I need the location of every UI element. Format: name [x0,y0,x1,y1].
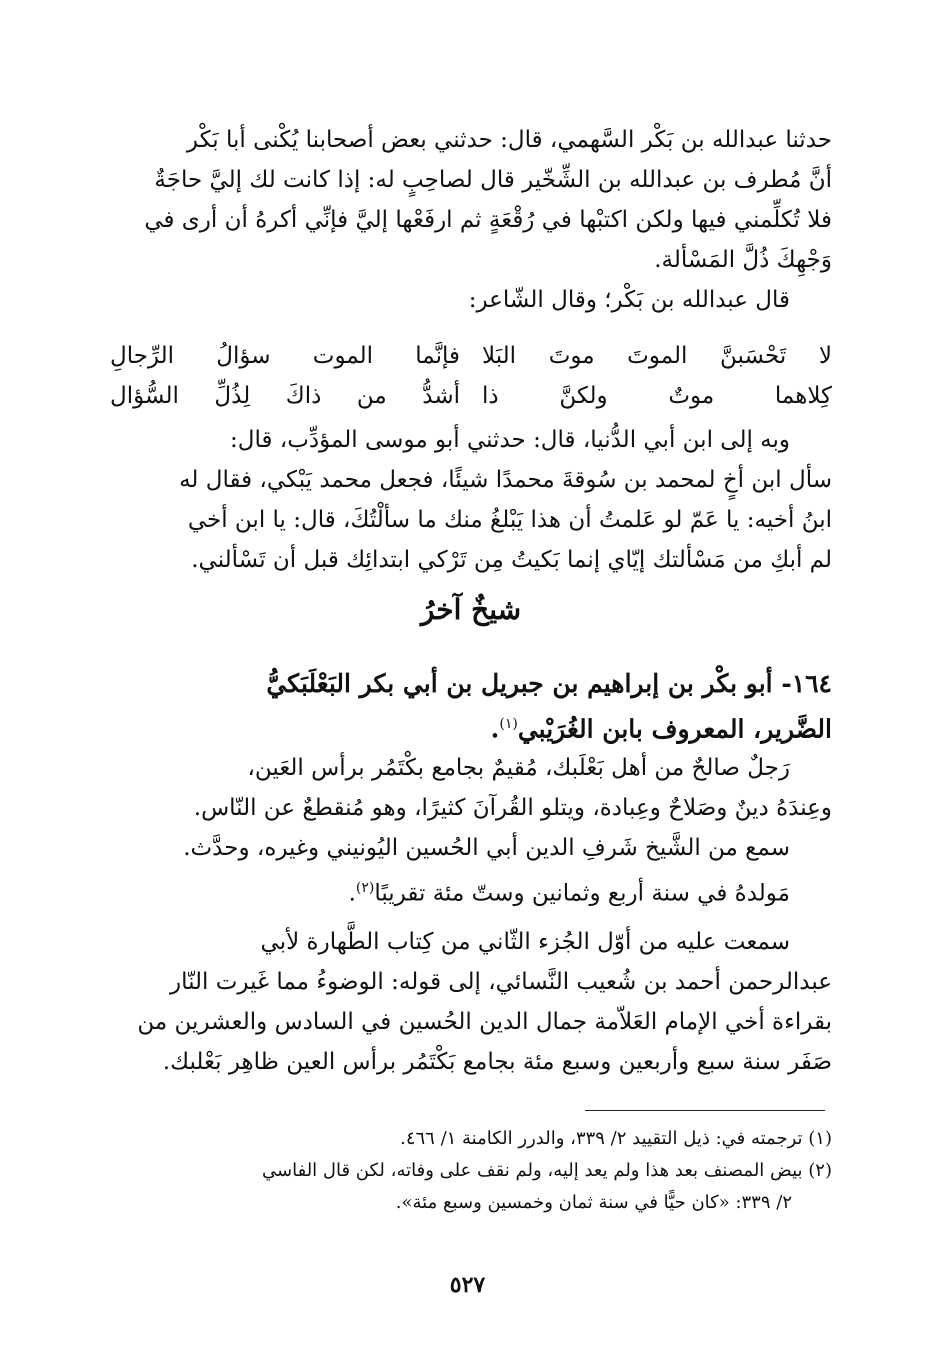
footnote [110,1123,832,1155]
text-line: وبه إلى ابن أبي الدُّنيا، قال: حدثني أبو موسى المؤدِّب، قال: [230,427,790,453]
footnote-marker: (٢) [808,1160,832,1181]
text-line-content: مَولدهُ في سنة أربع وثمانين وستّ مئة تقريبًا [374,880,790,907]
footnote-marker: (١) [808,1128,832,1149]
text-line: قال عبدالله بن بَكْر؛ وقال الشّاعر: [468,287,790,313]
verse-second-hemistich: أشدُّ من ذاكَ لِذُلِّ السُّؤال [110,383,460,409]
footnote-text: بيض المصنف بعد هذا ولم يعد إليه، ولم نقف على وفاته، لكن قال الفاسي [262,1160,803,1181]
text-line: رَجلٌ صالحٌ من أهل بَعْلَبك، مُقيمٌ بجامع بكْتَمُر برأس العَين، [247,755,790,781]
section-heading: شيخٌ آخرُ [420,593,522,626]
paragraph-opening [110,120,832,320]
footnote-ref: (٢) [355,880,375,896]
paragraph-audition [110,922,832,1082]
text-line: لم أبكِ من مَسْألتك إيّاي إنما بَكيتُ مِن تَرْكي ابتدائِك قبل أن تَسْألني. [191,547,832,573]
footnote-divider [585,1110,825,1111]
footnotes [110,1123,832,1219]
text-line: سأل ابن أخٍ لمحمد بن سُوقةَ محمدًا شيئًا، فجعل محمد يَبْكي، فقال له [179,467,832,493]
verse-first-hemistich: لا تَحْسَبنَّ الموتَ موتَ البَلا [482,343,832,369]
entry-title-text: الضَّرير، المعروف بابن الغُرَيْبي [517,714,832,744]
text-line: سمعت عليه من أوّل الجُزء الثّاني من كِتاب الطَّهارة لأبي [260,929,790,955]
text-line: وَجْهِكَ ذُلَّ المَسْألة. [654,247,832,273]
text-line: وعِندَهُ دينٌ وصَلاحٌ وعِبادة، ويتلو القُرآنَ كثيرًا، وهو مُنقطعٌ عن النّاس. [193,795,832,821]
footnote-ref: (١) [499,716,518,732]
text-line: عبدالرحمن أحمد بن شُعيب النَّسائي، إلى قوله: الوضوءُ مما غَيرت النّار [169,969,832,995]
verse-first-hemistich: كِلاهما موتٌ ولكنَّ ذا [482,383,832,409]
text-line: أنَّ مُطرف بن عبدالله بن الشِّخّير قال لصاحِبٍ له: إذا كانت لك إليَّ حاجَةٌ [154,167,832,193]
text-line: حدثنا عبدالله بن بَكْر السَّهمي، قال: حدثني بعض أصحابنا يُكْنى أبا بَكْر [186,127,832,153]
text-line: مَولدهُ في سنة أربع وثمانين وستّ مئة تقريبًا$^{(٢)}$. [348,880,790,907]
entry-title-line: الضَّرير، المعروف بابن الغُرَيْبي$^{(١)}$. [490,714,832,744]
text-line: فلا تُكلِّمني فيها ولكن اكتبْها في رُقْعَةٍ ثم ارفَعْها إليَّ فإنِّي أكرهُ أن أرى في [144,207,832,233]
entry-title-line: ١٦٤- أبو بكْر بن إبراهيم بن جبريل بن أبي بكر البَعْلَبَكيُّ [266,669,832,698]
page-number: ٥٢٧ [449,1272,486,1298]
footnote-text: ترجمته في: ذيل التقييد ٢/ ٣٣٩، والدرر الكامنة ١/ ٤٦٦. [400,1128,803,1149]
footnote [110,1155,832,1187]
paragraph-biography [110,748,832,908]
text-line: صَفَر سنة سبع وأربعين وسبع مئة بجامع بَكْتَمُر برأس العين ظاهِر بَعْلبك. [162,1049,832,1075]
entry-title [110,664,832,744]
text-line: ابنُ أخيه: يا عَمّ لو عَلمتُ أن هذا يَبْلغُ منك ما سألْتُكَ، قال: يا ابن أخي [187,507,832,533]
text-line: بقراءة أخي الإمام العَلاّمة جمال الدين الحُسين في السادس والعشرين من [137,1009,832,1035]
paragraph-anecdote [110,420,832,580]
footnote-continuation: ٢/ ٣٣٩: «كان حيًّا في سنة ثمان وخمسين وسبع مئة». [395,1192,792,1213]
poem-verses [110,336,832,416]
verse-line [110,376,832,416]
text-line: سمع من الشَّيخ شَرفِ الدين أبي الحُسين اليُونيني وغيره، وحدَّث. [183,835,790,861]
verse-second-hemistich: فإنَّما الموت سؤالُ الرِّجالِ [110,343,460,369]
verse-line [110,336,832,376]
